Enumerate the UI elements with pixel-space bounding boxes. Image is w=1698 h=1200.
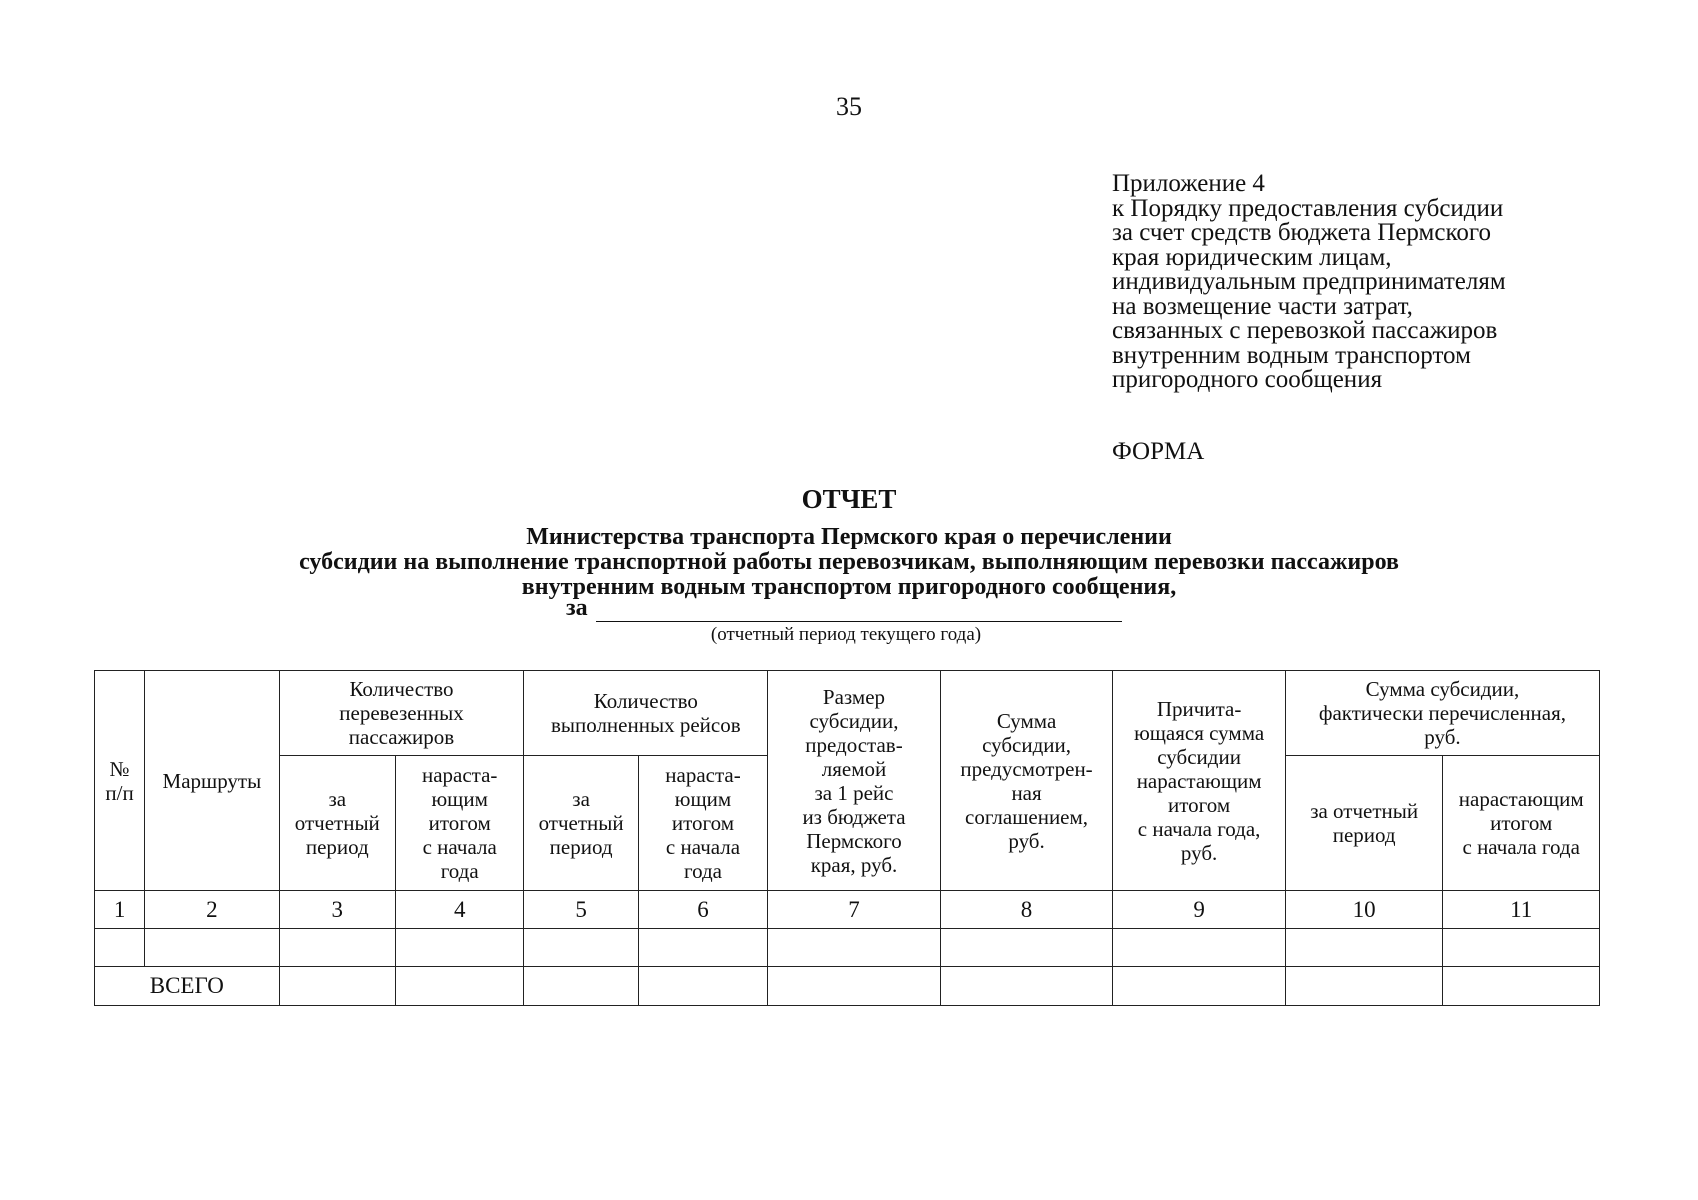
report-subtitle-line: Министерства транспорта Пермского края о перечислении: [526, 524, 1172, 550]
table-cell[interactable]: [279, 929, 395, 967]
table-cell[interactable]: [638, 929, 767, 967]
column-number-row: [95, 891, 1600, 929]
column-number: 3: [279, 891, 395, 929]
total-row: [95, 967, 1600, 1006]
appendix-line: за счет средств бюджета Пермского: [1112, 219, 1491, 246]
table-cell[interactable]: [395, 967, 523, 1006]
period-caption: (отчетный период текущего года): [710, 624, 982, 645]
period-prefix: за: [566, 595, 588, 621]
subheader-passengers-period: за отчетный период: [279, 756, 395, 891]
table-cell[interactable]: [1113, 967, 1286, 1006]
subheader-actual-period: за отчетный период: [1285, 756, 1443, 891]
column-number: 9: [1113, 891, 1286, 929]
appendix-line: внутренним водным транспортом: [1112, 341, 1471, 369]
column-number: 4: [395, 891, 523, 929]
appendix-line: к Порядку предоставления субсидии: [1112, 194, 1504, 222]
header-due-sum: Причита- ющаяся сумма субсидии нарастающим итогом с начала года, руб.: [1113, 671, 1286, 891]
appendix-line: связанных с перевозкой пассажиров: [1112, 317, 1498, 344]
table-cell[interactable]: [940, 967, 1113, 1006]
table-cell[interactable]: [1285, 967, 1443, 1006]
header-subsidy-per-trip: Размер субсидии, предостав- ляемой за 1 рейс из бюджета Пермского края, руб.: [768, 671, 941, 891]
subheader-passengers-cumulative: нараста- ющим итогом с начала года: [395, 756, 523, 891]
column-number: 7: [768, 891, 941, 929]
column-number: 10: [1285, 891, 1443, 929]
page-number: 35: [836, 92, 862, 121]
total-label: ВСЕГО: [95, 967, 280, 1006]
table-cell[interactable]: [1443, 929, 1600, 967]
appendix-line: на возмещение части затрат,: [1112, 292, 1413, 320]
header-actual-sum: Сумма субсидии, фактически перечисленная, руб.: [1285, 671, 1599, 756]
table-cell[interactable]: [1443, 967, 1600, 1006]
table-cell[interactable]: [1285, 929, 1443, 967]
header-routes: Маршруты: [145, 671, 279, 891]
table-cell[interactable]: [395, 929, 523, 967]
column-number: 5: [524, 891, 638, 929]
column-number: 1: [95, 891, 145, 929]
header-passengers: Количество перевезенных пассажиров: [279, 671, 524, 756]
header-number: № п/п: [95, 671, 145, 891]
table-cell[interactable]: [279, 967, 395, 1006]
appendix-line: пригородного сообщения: [1112, 366, 1383, 393]
header-agreement-sum: Сумма субсидии, предусмотрен- ная соглашением, руб.: [940, 671, 1113, 891]
form-label: ФОРМА: [1112, 438, 1205, 465]
appendix-line: Приложение 4: [1112, 170, 1265, 197]
period-row: [566, 595, 1122, 622]
table-cell[interactable]: [1113, 929, 1286, 967]
report-table: [94, 670, 1600, 1006]
column-number: 2: [145, 891, 279, 929]
table-row: [95, 929, 1600, 967]
report-subtitle-line: субсидии на выполнение транспортной работы перевозчикам, выполняющим перевозки пассажиров: [299, 549, 1399, 575]
report-title-block: [0, 484, 1698, 600]
table-cell[interactable]: [768, 929, 941, 967]
table-cell[interactable]: [145, 929, 279, 967]
column-number: 6: [638, 891, 767, 929]
report-subtitle-line: внутренним водным транспортом пригородного сообщения,: [521, 574, 1177, 600]
report-title: ОТЧЕТ: [801, 484, 897, 514]
table-cell[interactable]: [940, 929, 1113, 967]
subheader-actual-cumulative: нарастающим итогом с начала года: [1443, 756, 1600, 891]
table-cell[interactable]: [524, 929, 638, 967]
appendix-note: [1112, 172, 1632, 393]
column-number: 8: [940, 891, 1113, 929]
table-cell[interactable]: [524, 967, 638, 1006]
appendix-line: индивидуальным предпринимателям: [1112, 268, 1506, 295]
header-trips: Количество выполненных рейсов: [524, 671, 768, 756]
period-input-line[interactable]: [596, 595, 1122, 622]
table-cell[interactable]: [638, 967, 767, 1006]
column-number: 11: [1443, 891, 1600, 929]
appendix-line: края юридическим лицам,: [1112, 243, 1392, 271]
subheader-trips-period: за отчетный период: [524, 756, 638, 891]
subheader-trips-cumulative: нараста- ющим итогом с начала года: [638, 756, 767, 891]
table-cell[interactable]: [768, 967, 941, 1006]
table-cell[interactable]: [95, 929, 145, 967]
table-header-row: [95, 671, 1600, 756]
